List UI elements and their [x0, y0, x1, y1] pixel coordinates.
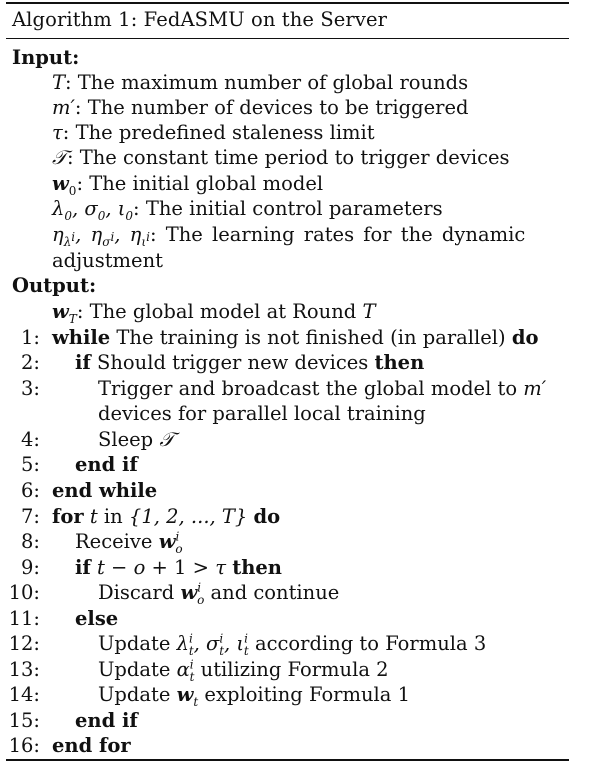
- line-number: 15:: [8, 709, 40, 732]
- for-keyword: for: [52, 505, 84, 528]
- w-o-i-symbol: w: [180, 581, 198, 604]
- formula3-text: according to Formula 3: [248, 632, 487, 655]
- input-label: Input:: [12, 46, 80, 69]
- line-number: 7:: [21, 505, 40, 528]
- then-keyword: then: [232, 556, 282, 579]
- staleness-condition: t − o: [97, 556, 146, 579]
- update-text: Update: [98, 658, 177, 681]
- formula2-text: utilizing Formula 2: [194, 658, 389, 681]
- end-for-keyword: end for: [52, 734, 131, 757]
- input-lr-text-2: adjustment: [52, 249, 163, 272]
- line-number: 4:: [21, 428, 40, 451]
- output-label: Output:: [12, 274, 97, 297]
- round-range: {1, 2, ..., T}: [128, 505, 248, 528]
- algorithm-caption: Algorithm 1: FedASMU on the Server: [12, 8, 388, 31]
- caption-rule: [6, 38, 569, 39]
- line-number: 8:: [21, 530, 40, 553]
- w0-symbol: w: [52, 172, 69, 195]
- learning-rate-symbols: $\eta_{\lambda^i}$, $\eta_{\sigma^i}$, $\eta_{\iota^i}$: [52, 223, 150, 249]
- input-w0-text: : The initial global model: [76, 172, 324, 195]
- discard-text: Discard: [98, 581, 181, 604]
- round-T-symbol: T: [362, 300, 376, 323]
- line-number: 9:: [21, 556, 40, 579]
- control-params-t: $\lambda^i_t$, $\sigma^i_t$, $\iota^i_t$: [176, 631, 249, 658]
- while-keyword: while: [52, 326, 111, 349]
- then-keyword: then: [374, 351, 425, 374]
- if-keyword: if: [75, 351, 91, 374]
- bottom-rule: [6, 759, 569, 761]
- wT-symbol: w: [52, 300, 69, 323]
- receive-text: Receive: [75, 530, 159, 553]
- alpha-symbol: $\alpha^i_t$: [176, 657, 195, 684]
- line-number: 11:: [8, 607, 40, 630]
- input-m-text: : The number of devices to be triggered: [74, 96, 469, 119]
- line-number: 5:: [21, 453, 40, 476]
- cal-T-symbol: 𝒯: [159, 428, 175, 451]
- line-number: 1:: [21, 326, 40, 349]
- trigger-condition: Should trigger new devices: [90, 351, 375, 374]
- line-number: 6:: [21, 479, 40, 502]
- m-prime-symbol: m′: [523, 377, 547, 400]
- input-tau-text: : The predefined staleness limit: [62, 121, 375, 144]
- and-continue-text: and continue: [204, 581, 340, 604]
- w-o-i-symbol: w: [158, 530, 176, 553]
- broadcast-text-2: devices for parallel local training: [98, 402, 426, 425]
- line-number: 12:: [8, 632, 40, 655]
- line-number: 14:: [8, 683, 40, 706]
- output-wT-text: : The global model at Round: [76, 300, 363, 323]
- cal-T-symbol: 𝒯: [52, 146, 67, 169]
- broadcast-text: Trigger and broadcast the global model to: [98, 377, 524, 400]
- if-keyword: if: [75, 556, 91, 579]
- input-lr-text: : The learning rates for the dynamic: [149, 223, 526, 246]
- end-while-keyword: end while: [52, 479, 158, 502]
- control-symbols: $\lambda_0$, $\sigma_0$, $\iota_0$: [52, 197, 134, 223]
- end-if-keyword: end if: [75, 453, 138, 476]
- line-number: 16:: [8, 734, 40, 757]
- update-text: Update: [98, 683, 177, 706]
- line-number: 3:: [21, 377, 40, 400]
- do-keyword: do: [511, 326, 539, 349]
- input-ctrl-text: : The initial control parameters: [133, 197, 443, 220]
- sleep-text: Sleep: [98, 428, 160, 451]
- tau-symbol: τ: [52, 121, 63, 144]
- line-number: 13:: [8, 658, 40, 681]
- line-number: 10:: [8, 581, 40, 604]
- else-keyword: else: [75, 607, 119, 630]
- m-prime-symbol: m′: [52, 96, 75, 119]
- while-condition: The training is not finished (in parallel): [110, 326, 512, 349]
- input-calT-text: : The constant time period to trigger devices: [66, 146, 510, 169]
- update-text: Update: [98, 632, 177, 655]
- formula1-text: exploiting Formula 1: [198, 683, 411, 706]
- line-number: 2:: [21, 351, 40, 374]
- T-symbol: T: [52, 71, 66, 94]
- top-rule: [6, 2, 569, 4]
- in-text: in: [97, 505, 129, 528]
- end-if-keyword: end if: [75, 709, 138, 732]
- w-t-symbol: w: [176, 683, 194, 706]
- do-keyword: do: [253, 505, 281, 528]
- input-T-text: : The maximum number of global rounds: [65, 71, 469, 94]
- t-symbol: t: [89, 505, 98, 528]
